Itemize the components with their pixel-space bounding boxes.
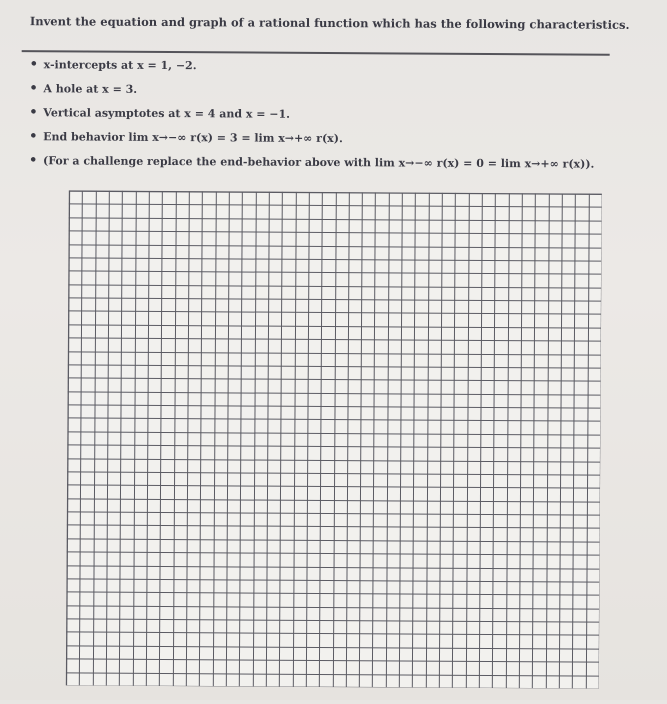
title-divider bbox=[22, 50, 610, 56]
bullet-x-intercepts: • x-intercepts at x = 1, −2. bbox=[29, 58, 595, 85]
bullet-challenge: • (For a challenge replace the end-behavior above with lim x→−∞ r(x) = 0 = lim x→+∞ r(x)). bbox=[29, 154, 595, 181]
bullet-vertical-asymptotes: • Vertical asymptotes at x = 4 and x = −1. bbox=[29, 106, 595, 133]
graph-paper-grid bbox=[66, 190, 602, 688]
grid-svg bbox=[66, 190, 602, 688]
bullet-hole: • A hole at x = 3. bbox=[29, 82, 595, 109]
bullet-end-behavior: • End behavior lim x→−∞ r(x) = 3 = lim x→+∞ r(x). bbox=[29, 130, 595, 157]
characteristics-list bbox=[29, 58, 595, 181]
instructions-title: Invent the equation and graph of a rational function which has the following characteristics. bbox=[29, 14, 630, 32]
